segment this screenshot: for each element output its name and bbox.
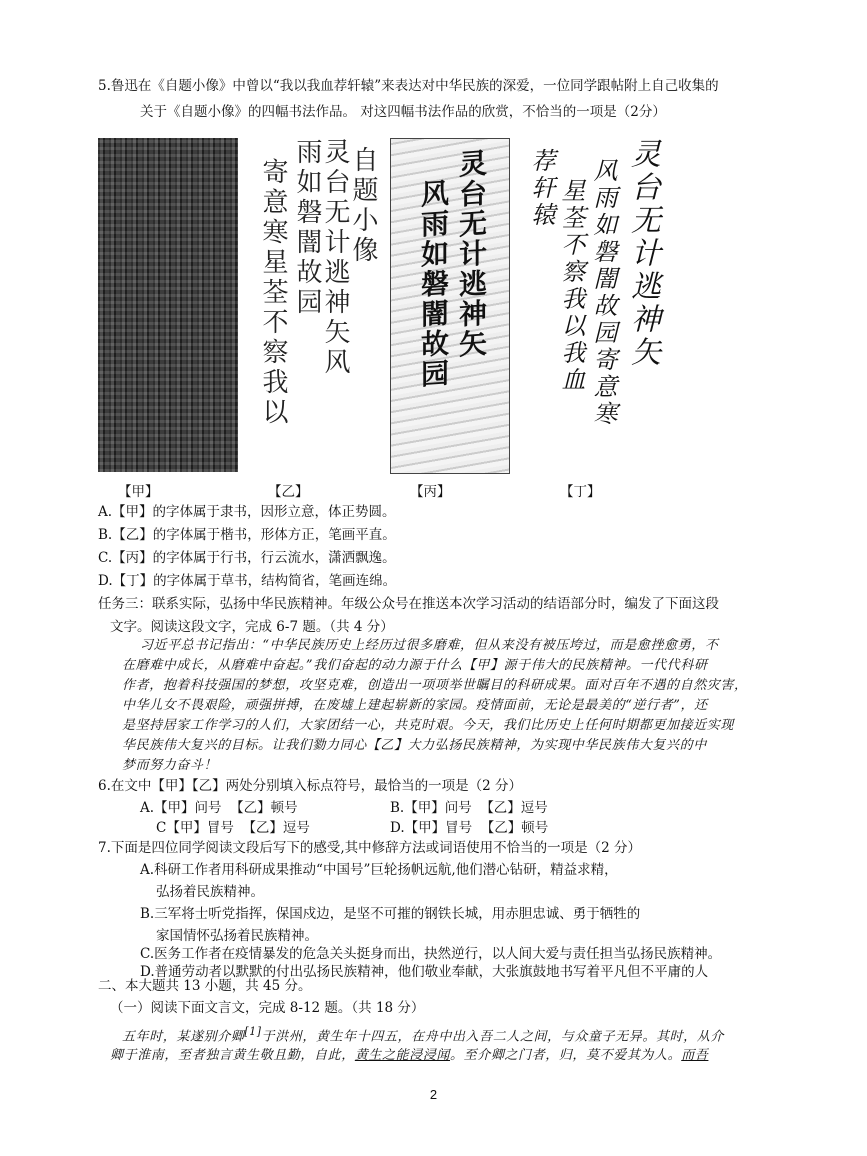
section2-title: 二、本大题共 13 小题，共 45 分。 [98, 978, 312, 994]
q6-option-a: A.【甲】问号 【乙】顿号 [140, 800, 298, 816]
q7-option-a-line1: A.科研工作者用科研成果推动“中国号”巨轮扬帆远航,他们潜心钻研，精益求精， [140, 862, 618, 878]
calligraphy-yi-col1: 寄意寒星荃不察我以 [258, 158, 288, 428]
q7-option-b-line2: 家国情怀弘扬着民族精神。 [156, 928, 318, 944]
q7-option-d: D.普通劳动者以默默的付出弘扬民族精神，他们敬业奉献，大张旗鼓地书写着平凡但不平庸的人 [140, 964, 709, 980]
q5-option-d: D.【丁】的字体属于草书，结构简省，笔画连绵。 [98, 573, 397, 589]
q5-option-b: B.【乙】的字体属于楷书，形体方正，笔画平直。 [98, 527, 396, 543]
classical-text-line2: 卿于淮南，至者独言黄生敬且勤，自此，黄生之能浸浸闻。至介卿之门者，归，莫不爱其为人。而吾 [110, 1048, 709, 1063]
calligraphy-bing-image [390, 138, 510, 474]
task3-line2: 文字。阅读这段文字，完成 6-7 题。（共 4 分） [110, 619, 394, 635]
calligraphy-yi-col4: 雨如磐闇故园 [292, 138, 322, 318]
q5-stem-line2: 关于《自题小像》的四幅书法作品。 对这四幅书法作品的欣赏，不恰当的一项是（2分） [140, 104, 666, 120]
q7-option-a-line2: 弘扬着民族精神。 [156, 884, 264, 900]
q7-stem: 7.下面是四位同学阅读文段后写下的感受,其中修辞方法或词语使用不恰当的一项是（2 分） [98, 840, 642, 856]
passage-line7: 梦而努力奋斗！ [122, 758, 218, 773]
q6-option-d: D.【甲】冒号 【乙】顿号 [390, 820, 549, 836]
q5-stem-line1: 5.鲁迅在《自题小像》中曾以“我以我血荐轩辕”来表达对中华民族的深爱，一位同学跟帖附上自己收集的 [98, 78, 719, 94]
passage-line6: 华民族伟大复兴的目标。让我们勠力同心【乙】大力弘扬民族精神，为实现中华民族伟大复兴的中 [122, 738, 707, 753]
calligraphy-yi-col3: 灵台无计逃神矢风 [320, 138, 350, 378]
calligraphy-bing-col2: 风雨如磐闇故园 [417, 177, 450, 391]
q7-option-b-line1: B.三军将士听党指挥，保国戍边，是坚不可摧的钢铁长城，用赤胆忠诚、勇于牺牲的 [140, 906, 641, 922]
passage-line2: 在磨难中成长，从磨难中奋起。”我们奋起的动力源于什么【甲】源于伟大的民族精神。一代代科研 [122, 658, 708, 673]
passage-line5: 是坚持居家工作学习的人们，大家团结一心，共克时艰。今天，我们比历史上任何时期都更加接近实现 [122, 718, 735, 733]
caption-jia: 【甲】 [118, 484, 159, 500]
caption-ding: 【丁】 [560, 484, 601, 500]
task3-line1: 任务三：联系实际，弘扬中华民族精神。年级公众号在推送本次学习活动的结语部分时，编发了下面这段 [98, 596, 719, 612]
calligraphy-jia-image [98, 138, 238, 472]
calligraphy-ding-image [527, 138, 660, 472]
classical-text-line1: 五年时，某遂别介卿[1]于洪州，黄生年十四五，在舟中出入吾二人之间，与众童子无异。其时，从介 [122, 1025, 724, 1045]
calligraphy-ding-col1: 灵台无计逃神矢 [625, 138, 660, 369]
q6-option-c: C【甲】冒号 【乙】逗号 [156, 820, 310, 836]
calligraphy-ding-col4: 荐轩辕 [527, 148, 555, 229]
q6-option-b: B.【甲】问号 【乙】逗号 [390, 800, 548, 816]
calligraphy-ding-col2: 风雨如磐闇故园寄意寒 [589, 158, 617, 428]
section2-subtitle: （一）阅读下面文言文，完成 8-12 题。（共 18 分） [110, 1000, 425, 1016]
q5-option-c: C.【丙】的字体属于行书，行云流水，潇洒飘逸。 [98, 550, 396, 566]
passage-line4: 中华儿女不畏艰险，顽强拼搏，在废墟上建起崭新的家园。疫情面前，无论是最美的“逆行者”，还 [122, 698, 708, 713]
q6-stem: 6.在文中【甲】【乙】两处分别填入标点符号，最恰当的一项是（2 分） [98, 778, 523, 794]
q7-option-c: C.医务工作者在疫情暴发的危急关头挺身而出，抉然逆行，以人间大爱与责任担当弘扬民族精神。 [140, 946, 722, 962]
caption-yi: 【乙】 [268, 484, 309, 500]
calligraphy-yi-title: 自题小像 [348, 146, 378, 266]
calligraphy-yi-image [250, 138, 380, 472]
caption-bing: 【丙】 [410, 484, 451, 500]
page-number: 2 [429, 1087, 438, 1102]
passage-line3: 作者，抱着科技强国的梦想，攻坚克难，创造出一项项举世瞩目的科研成果。面对百年不遇的自然灾害， [122, 678, 748, 693]
calligraphy-bing-col1: 灵台无计逃神矢 [455, 147, 488, 361]
q5-option-a: A.【甲】的字体属于隶书，因形立意，体正势圆。 [98, 504, 396, 520]
passage-line1: 习近平总书记指出：“中华民族历史上经历过很多磨难，但从来没有被压垮过，而是愈挫愈勇，不 [140, 638, 719, 653]
calligraphy-ding-col3: 星荃不察我以我血 [557, 178, 585, 394]
